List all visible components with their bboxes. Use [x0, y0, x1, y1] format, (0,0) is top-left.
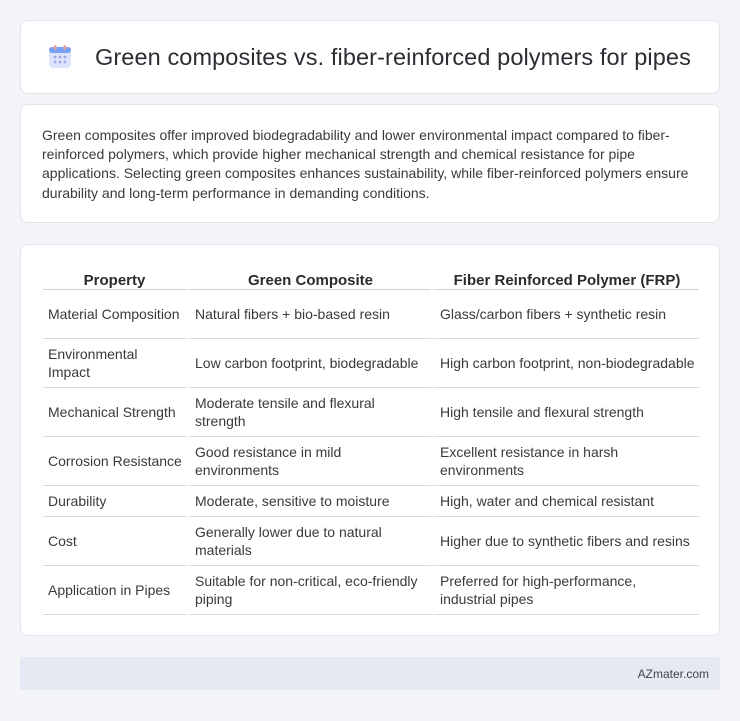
page-title: Green composites vs. fiber-reinforced polymers for pipes: [95, 43, 691, 70]
header-property: Property: [43, 265, 186, 290]
table-cell: Glass/carbon fibers + synthetic resin: [431, 290, 699, 339]
table-row: [43, 339, 699, 388]
table-cell: Higher due to synthetic fibers and resins: [431, 517, 699, 566]
summary-card: [20, 104, 720, 223]
table-cell: Suitable for non-critical, eco-friendly piping: [186, 566, 431, 615]
table-cell: Excellent resistance in harsh environments: [431, 437, 699, 486]
table-cell: Cost: [43, 517, 186, 566]
table-cell: High, water and chemical resistant: [431, 486, 699, 517]
table-row: [43, 388, 699, 437]
table-cell: Environmental Impact: [43, 339, 186, 388]
header-frp: Fiber Reinforced Polymer (FRP): [431, 265, 699, 290]
footer-site-link[interactable]: AZmater.com: [637, 666, 709, 681]
table-cell: Natural fibers + bio-based resin: [186, 290, 431, 339]
table-cell: Material Composition: [43, 290, 186, 339]
comparison-card: [20, 244, 720, 636]
header-card: [20, 20, 720, 94]
footer: [20, 657, 720, 690]
table-row: [43, 290, 699, 339]
table-row: [43, 517, 699, 566]
table-cell: High carbon footprint, non-biodegradable: [431, 339, 699, 388]
table-row: [43, 486, 699, 517]
table-row: [43, 566, 699, 615]
table-cell: Corrosion Resistance: [43, 437, 186, 486]
table-cell: Mechanical Strength: [43, 388, 186, 437]
table-cell: Moderate, sensitive to moisture: [186, 486, 431, 517]
table-cell: High tensile and flexural strength: [431, 388, 699, 437]
table-cell: Good resistance in mild environments: [186, 437, 431, 486]
calendar-icon: [47, 44, 73, 70]
table-cell: Application in Pipes: [43, 566, 186, 615]
table-row: [43, 437, 699, 486]
table-cell: Generally lower due to natural materials: [186, 517, 431, 566]
summary-text: Green composites offer improved biodegradability and lower environmental impact compared to fiber-reinforced polymers, which provide higher mechanical strength and chemical resistance for pipe applications. Selecting green composites enhances sustainability, while fiber-reinforced polymers ensure durability and long-term performance in demanding conditions.: [42, 127, 689, 201]
table-cell: Moderate tensile and flexural strength: [186, 388, 431, 437]
comparison-table: [43, 265, 699, 615]
table-header-row: [43, 265, 699, 290]
table-cell: Durability: [43, 486, 186, 517]
table-cell: Low carbon footprint, biodegradable: [186, 339, 431, 388]
table-cell: Preferred for high-performance, industrial pipes: [431, 566, 699, 615]
header-green-composite: Green Composite: [186, 265, 431, 290]
